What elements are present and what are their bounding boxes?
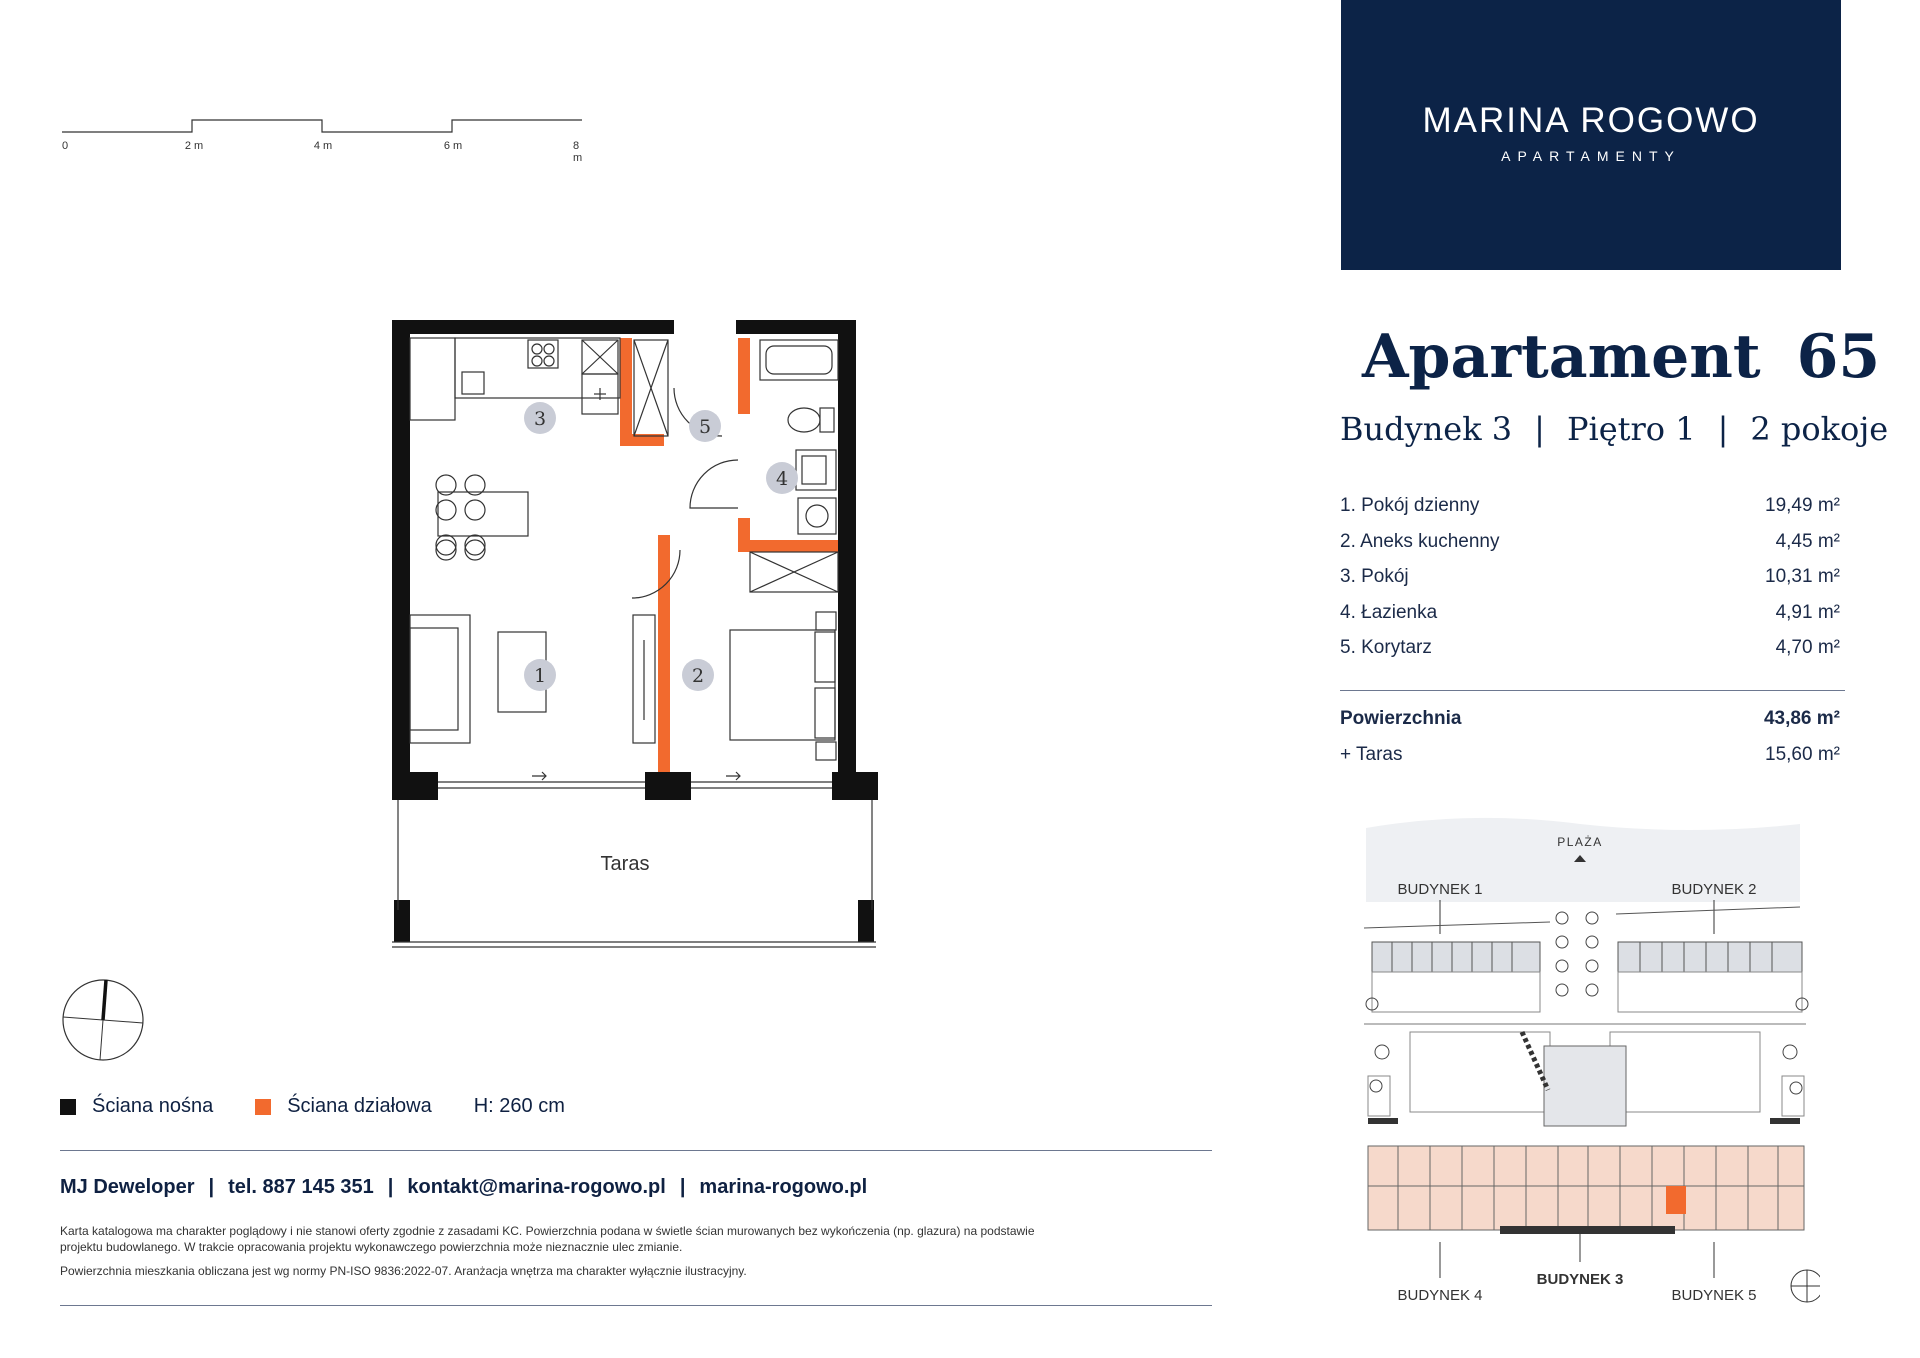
- room-area: 10,31 m²: [1765, 566, 1840, 587]
- room-name: 1. Pokój dzienny: [1340, 495, 1480, 516]
- room-row: [1340, 602, 1840, 638]
- divider: [1340, 690, 1845, 691]
- compass-icon: [58, 975, 148, 1070]
- building-label: BUDYNEK 3: [1536, 1271, 1624, 1288]
- phone-link[interactable]: tel. 887 145 351: [228, 1176, 374, 1198]
- room-name: 2. Aneks kuchenny: [1340, 530, 1500, 552]
- total-area-label: Powierzchnia: [1340, 708, 1462, 729]
- terrace-row: [1340, 744, 1840, 780]
- floor-plan: [380, 310, 880, 965]
- disclaimer-line: projektu budowlanego. W trakcie opracowania projektu wykonawczego powierzchnia może nieznacznie ulec zmianie.: [60, 1240, 683, 1254]
- terrace-label: Taras: [600, 853, 650, 875]
- room-area: 4,91 m²: [1775, 601, 1840, 623]
- room-area: 4,70 m²: [1775, 637, 1840, 658]
- building-label: Budynek 3: [1340, 410, 1513, 448]
- apartment-number: 65: [1796, 322, 1881, 392]
- terrace-value: 15,60 m²: [1765, 743, 1840, 765]
- email-link[interactable]: kontakt@marina-rogowo.pl: [407, 1176, 666, 1198]
- room-row: [1340, 495, 1840, 531]
- room-number: 3: [533, 408, 547, 430]
- room-number: 2: [691, 665, 705, 687]
- room-number: 5: [698, 416, 712, 438]
- legend: [60, 1095, 565, 1118]
- scale-tick: 8 m: [573, 140, 583, 164]
- compass-icon: [1791, 1270, 1820, 1302]
- website-link[interactable]: marina-rogowo.pl: [699, 1176, 868, 1198]
- room-number: 4: [775, 468, 789, 490]
- disclaimer-line: Powierzchnia mieszkania obliczana jest wg normy PN-ISO 9836:2022-07. Aranżacja wnętrza ma charakter wyłącznie ilustracyjny.: [60, 1264, 747, 1278]
- rooms-list: [1340, 495, 1840, 673]
- apartment-title-word: Apartament: [1362, 322, 1761, 392]
- building-label: BUDYNEK 5: [1671, 1287, 1757, 1304]
- contact-line: [60, 1176, 867, 1199]
- room-name: 5. Korytarz: [1340, 637, 1432, 658]
- room-row: [1340, 637, 1840, 673]
- totals: [1340, 708, 1840, 779]
- total-area-value: 43,86 m²: [1763, 708, 1840, 729]
- beach-label: PLAŻA: [1557, 835, 1603, 849]
- site-map: [1350, 810, 1820, 1315]
- scale-bar: [60, 110, 600, 164]
- brand-name: MARINA ROGOWO: [1422, 101, 1760, 140]
- building-label: BUDYNEK 1: [1397, 881, 1483, 898]
- room-name: 4. Łazienka: [1340, 601, 1438, 623]
- rooms-count: 2 pokoje: [1750, 410, 1889, 448]
- apartment-subinfo: [1340, 410, 1888, 448]
- legend-load-bearing: Ściana nośna: [92, 1095, 214, 1117]
- developer-name: MJ Deweloper: [60, 1176, 195, 1198]
- separator: |: [1534, 410, 1545, 448]
- brand-subtitle: APARTAMENTY: [1501, 148, 1681, 164]
- separator: |: [208, 1176, 215, 1198]
- apartment-marker: [1666, 1186, 1686, 1214]
- room-row: [1340, 531, 1840, 567]
- legend-partition: Ściana działowa: [287, 1095, 432, 1117]
- separator: |: [1717, 410, 1729, 448]
- brand-logo: [1341, 0, 1841, 270]
- building-label: BUDYNEK 4: [1397, 1287, 1483, 1304]
- room-area: 19,49 m²: [1765, 495, 1840, 516]
- divider: [60, 1150, 1212, 1151]
- terrace-label: + Taras: [1340, 743, 1403, 765]
- room-name: 3. Pokój: [1340, 566, 1409, 587]
- scale-tick: 0: [61, 140, 69, 152]
- total-area-row: [1340, 708, 1840, 744]
- scale-tick: 6 m: [443, 140, 463, 152]
- room-row: [1340, 566, 1840, 602]
- separator: |: [387, 1176, 394, 1198]
- divider: [60, 1305, 1212, 1306]
- scale-tick: 4 m: [313, 140, 333, 152]
- load-bearing-swatch: [60, 1099, 76, 1115]
- room-area: 4,45 m²: [1775, 530, 1840, 552]
- disclaimer-line: Karta katalogowa ma charakter poglądowy i nie stanowi oferty zgodnie z zasadami KC. Powierzchnia podana w świetle ścian murowanych bez wykończenia (np. glazura) na podstawie: [60, 1224, 1035, 1238]
- apartment-title: [1362, 322, 1880, 392]
- separator: |: [679, 1176, 686, 1198]
- scale-tick: 2 m: [184, 140, 204, 152]
- partition-swatch: [255, 1099, 271, 1115]
- legend-height: H: 260 cm: [473, 1095, 565, 1117]
- floor-label: Piętro 1: [1566, 410, 1696, 448]
- building-label: BUDYNEK 2: [1671, 881, 1757, 898]
- room-number: 1: [533, 665, 547, 687]
